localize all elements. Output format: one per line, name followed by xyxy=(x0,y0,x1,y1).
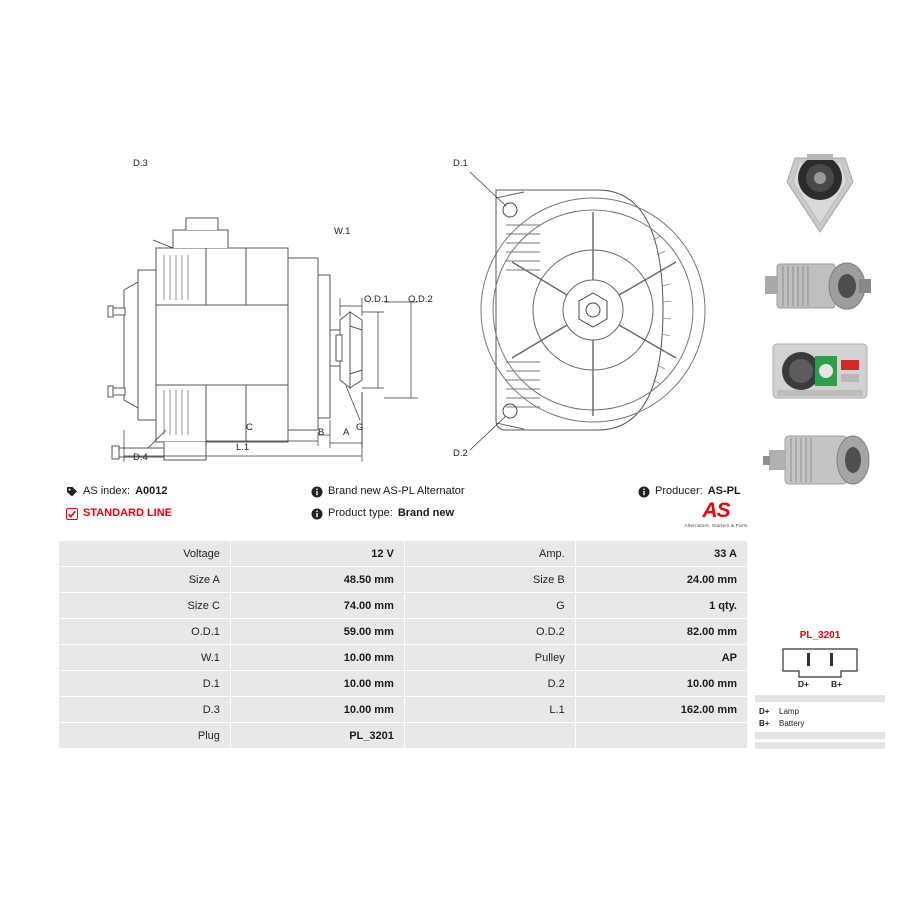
as-index-value: A0012 xyxy=(135,485,168,497)
spec-key: Pulley xyxy=(404,645,575,671)
plug-pin-label-bplus: B+ xyxy=(831,679,843,689)
spec-value: 10.00 mm xyxy=(230,645,404,671)
aspl-logo-tagline: Alternators, Starters & Parts xyxy=(684,523,748,528)
table-row xyxy=(59,567,748,593)
spec-key: Size C xyxy=(59,593,231,619)
spec-value: PL_3201 xyxy=(230,723,404,749)
plug-title: PL_3201 xyxy=(799,630,841,641)
aspl-logo-mark: AS xyxy=(702,499,730,522)
legend-row xyxy=(755,717,885,729)
label-c: C xyxy=(246,422,253,433)
spec-value: 24.00 mm xyxy=(575,567,747,593)
spec-key: D.2 xyxy=(404,671,575,697)
product-type-line xyxy=(311,502,465,524)
legend-divider xyxy=(755,742,885,749)
as-index-line xyxy=(66,480,172,502)
spec-value: 10.00 mm xyxy=(575,671,747,697)
product-photo-strip xyxy=(755,140,885,508)
spec-value: 162.00 mm xyxy=(575,697,747,723)
info-column-index xyxy=(66,480,172,524)
product-photo-rear-open xyxy=(755,330,885,412)
spec-value: AP xyxy=(575,645,747,671)
spec-value: 59.00 mm xyxy=(230,619,404,645)
legend-divider xyxy=(755,732,885,739)
spec-key: O.D.1 xyxy=(59,619,231,645)
plug-shape-icon xyxy=(755,645,885,681)
plug-diagram xyxy=(755,630,885,752)
spec-key: G xyxy=(404,593,575,619)
table-row xyxy=(59,697,748,723)
spec-key: Amp. xyxy=(404,541,575,567)
spec-key: Voltage xyxy=(59,541,231,567)
spec-value: 82.00 mm xyxy=(575,619,747,645)
spec-value: 74.00 mm xyxy=(230,593,404,619)
producer-label: Producer: xyxy=(655,485,703,497)
spec-value: 33 A xyxy=(575,541,747,567)
technical-drawings xyxy=(58,130,758,470)
brand-line-text: Brand new AS-PL Alternator xyxy=(328,485,465,497)
spec-value: 10.00 mm xyxy=(230,697,404,723)
label-d4: D.4 xyxy=(133,452,148,463)
label-d2: D.2 xyxy=(453,448,468,459)
spec-key: O.D.2 xyxy=(404,619,575,645)
legend-row xyxy=(755,705,885,717)
product-type-value: Brand new xyxy=(397,507,455,519)
spec-key: L.1 xyxy=(404,697,575,723)
spec-value: 10.00 mm xyxy=(230,671,404,697)
product-type-label: Product type: xyxy=(328,507,393,519)
label-d1: D.1 xyxy=(453,158,468,169)
standard-line-label: STANDARD LINE xyxy=(83,507,173,519)
spec-empty-cell xyxy=(404,723,575,749)
product-info-row xyxy=(58,480,748,532)
label-od1: O.D.1 xyxy=(364,294,389,305)
info-column-description xyxy=(311,480,465,524)
spec-key: D.1 xyxy=(59,671,231,697)
product-photo-angled xyxy=(755,418,885,502)
plug-pin-label-dplus: D+ xyxy=(797,679,809,689)
brand-line xyxy=(311,480,465,502)
label-od2: O.D.2 xyxy=(408,294,433,305)
specification-table-body xyxy=(59,541,748,749)
plug-legend xyxy=(755,695,885,749)
table-row xyxy=(59,723,748,749)
legend-pin: B+ xyxy=(759,718,770,728)
info-icon xyxy=(311,508,323,520)
drawing-front-view xyxy=(448,130,738,470)
label-a: A xyxy=(343,427,350,438)
as-index-label: AS index: xyxy=(83,485,131,497)
spec-value: 12 V xyxy=(230,541,404,567)
label-d3: D.3 xyxy=(133,158,148,169)
legend-desc: Lamp xyxy=(779,706,800,716)
specification-table xyxy=(58,540,748,749)
aspl-logo xyxy=(680,500,752,528)
spec-value: 48.50 mm xyxy=(230,567,404,593)
spec-value: 1 qty. xyxy=(575,593,747,619)
producer-value: AS-PL xyxy=(707,485,741,497)
product-photo-pulley-end xyxy=(755,140,885,240)
spec-key: D.3 xyxy=(59,697,231,723)
table-row xyxy=(59,593,748,619)
legend-divider xyxy=(755,695,885,702)
standard-line-badge xyxy=(66,502,172,524)
check-box-icon xyxy=(66,508,78,520)
spec-empty-cell xyxy=(575,723,747,749)
tag-icon xyxy=(66,486,78,498)
table-row xyxy=(59,619,748,645)
legend-pin: D+ xyxy=(759,706,770,716)
drawing-side-view xyxy=(78,130,438,470)
spec-key: Size A xyxy=(59,567,231,593)
label-g: G xyxy=(356,422,364,433)
label-w1: W.1 xyxy=(334,226,351,237)
info-icon xyxy=(311,486,323,498)
legend-desc: Battery xyxy=(779,718,805,728)
table-row xyxy=(59,645,748,671)
spec-key: Plug xyxy=(59,723,231,749)
info-icon xyxy=(638,486,650,498)
table-row xyxy=(59,541,748,567)
spec-key: W.1 xyxy=(59,645,231,671)
label-b: B xyxy=(318,427,325,438)
table-row xyxy=(59,671,748,697)
product-photo-side xyxy=(755,246,885,324)
label-l1: L.1 xyxy=(236,442,250,453)
spec-key: Size B xyxy=(404,567,575,593)
